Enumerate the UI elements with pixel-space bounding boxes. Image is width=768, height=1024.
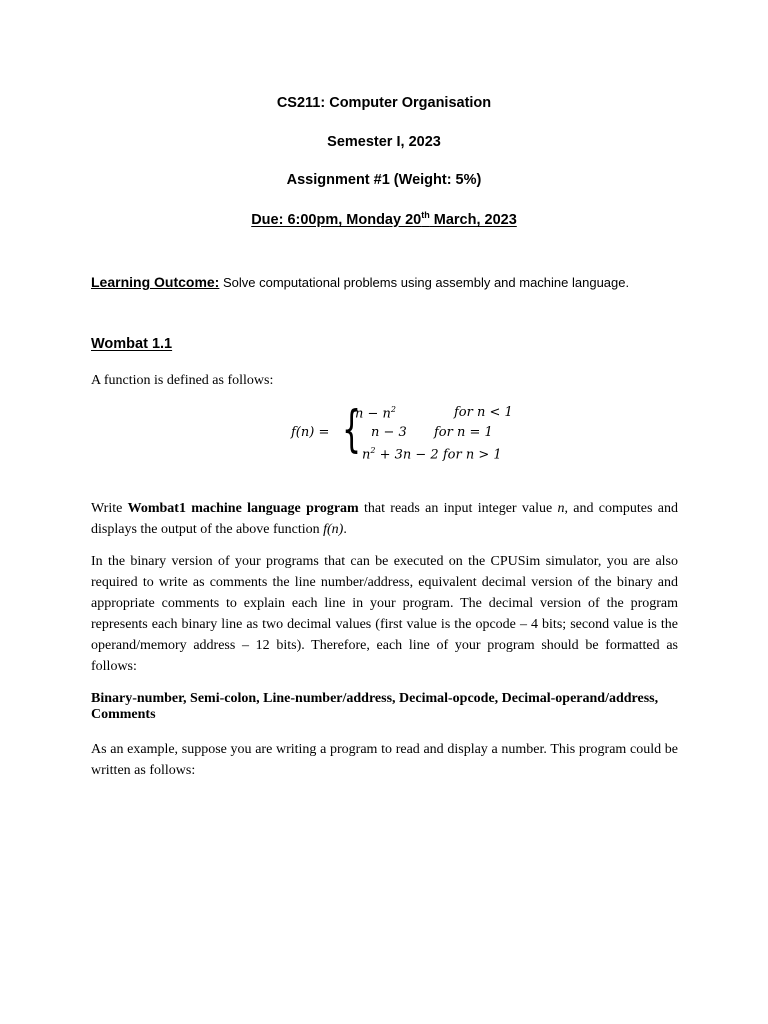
case1-expr: $n - n^2$ <box>355 405 396 422</box>
case1-cond: for n < 1 <box>454 405 513 420</box>
brace-symbol: { <box>342 400 362 458</box>
due-line <box>0 210 768 228</box>
example-paragraph: As an example, suppose you are writing a program to read and display a number. This program could be written as follows: <box>91 742 678 778</box>
case2-expr: n − 3 <box>371 425 407 440</box>
case2-cond: for n = 1 <box>434 425 493 440</box>
learning-outcome-text: Solve computational problems using assembly and machine language. <box>219 275 630 290</box>
due-date: Due: 6:00pm, Monday 20th March, 2023 <box>251 210 517 228</box>
function-lhs: f(n) = <box>291 425 330 440</box>
case3-expr: $n^2 + 3n - 2$ for n > 1 <box>362 446 502 463</box>
assignment-line: Assignment #1 (Weight: 5%) <box>286 172 482 188</box>
intro-text: A function is defined as follows: <box>91 373 274 388</box>
format-description-paragraph: In the binary version of your programs that can be executed on the CPUSim simulator, you are also required to write as comments the line number/address, equivalent decimal version of the binary and appropriate comments to explain each line in your program. The decimal version of the program represents each binary line as two decimal values (first value is the opcode – 4 bits; second value is the operand/memory address – 12 bits). Therefore, each line of your program should be formatted as follows: <box>91 554 678 674</box>
section-title: Wombat 1.1 <box>91 336 173 352</box>
format-line: Binary-number, Semi-colon, Line-number/address, Decimal-opcode, Decimal-operand/address, Comments <box>91 691 659 722</box>
semester-line: Semester I, 2023 <box>327 134 441 150</box>
learning-outcome <box>91 274 629 290</box>
piecewise-function <box>291 401 531 467</box>
learning-outcome-label: Learning Outcome: <box>91 274 220 290</box>
instruction-paragraph: Write Wombat1 machine language program that reads an input integer value n, and computes and displays the output of the above function f(n). <box>91 501 678 537</box>
course-title: CS211: Computer Organisation <box>276 95 492 111</box>
